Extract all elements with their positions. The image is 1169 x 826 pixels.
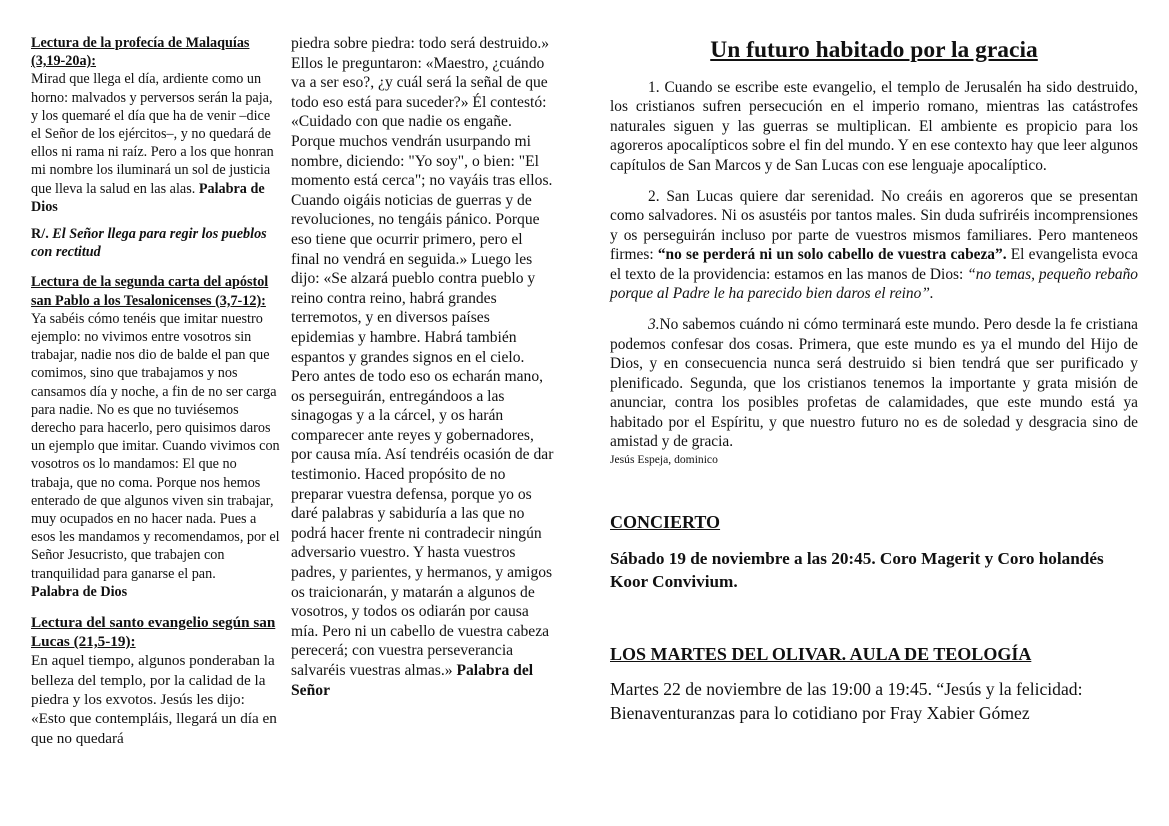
reading2-title: Lectura de la segunda carta del apóstol san Pablo a los Tesalonicenses (3,7-12): <box>31 274 269 309</box>
psalm-prefix: R/. <box>31 226 49 243</box>
reading1-text <box>31 70 280 216</box>
martes-heading: LOS MARTES DEL OLIVAR. AULA DE TEOLOGÍA <box>610 644 1032 665</box>
reflection-paragraph-2 <box>610 187 1138 303</box>
readings-column <box>31 34 280 748</box>
reading2-text: Ya sabéis cómo tenéis que imitar nuestro ejemplo: no vivimos entre vosotros sin trabajar, nadie nos dio de balde el pan que comimos, sino que trabajamos y nos cansamos día y noche, a fin de no ser carga para nadie. No es que no tuviésemos derecho para hacerlo, pero quisimos daros un ejemplo que imitar. Cuando vivimos con vosotros os lo mandamos: El que no trabaja, que no coma. Porque nos hemos enterado de que algunos viven sin trabajar, muy ocupados en no hacer nada. Pues a esos les mandamos y recomendamos, por el Señor Jesucristo, que trabajen con tranquilidad para ganarse el pan. <box>31 310 280 582</box>
gospel-end: Palabra del Señor <box>291 662 534 699</box>
reflection-paragraph-1: 1. Cuando se escribe este evangelio, el templo de Jerusalén ha sido destruido, los cristianos sufren persecución en el imperio romano, mientras las catástrofes naturales siguen y las guerras se multiplican. El ambiente es propicio para los agoreros apocalípticos sobre el fin del mundo. Y en ese contexto hay que leer algunos capítulos de San Marcos y de San Lucas con ese lenguaje apocalíptico. <box>610 79 1138 174</box>
concert-heading: CONCIERTO <box>610 512 721 533</box>
reading1-title: Lectura de la profecía de Malaquías (3,19-20a): <box>31 35 250 70</box>
page-title: Un futuro habitado por la gracia <box>710 37 1038 63</box>
gospel-text: En aquel tiempo, algunos ponderaban la belleza del templo, por la calidad de la piedra y los exvotos. Jesús les dijo: «Esto que contempláis, llegará un día en que no quedará <box>31 652 277 747</box>
psalm-response <box>31 225 280 261</box>
author-signature: Jesús Espeja, dominico <box>610 453 718 467</box>
p3-number: 3. <box>648 316 660 334</box>
gospel-cont-text: piedra sobre piedra: todo será destruido.» Ellos le preguntaron: «Maestro, ¿cuándo va a ser eso?, ¿y cuál será la señal de que todo eso está para suceder?» Él contestó: «Cuidado con que nadie os engañe. Porque muchos vendrán usurpando mi nombre, diciendo: "Yo soy", o bien: "El momento está cerca"; no vayáis tras ellos. Cuando oigáis noticias de guerras y de revoluciones, no tengáis pánico. Porque eso tiene que ocurrir primero, pero el final no vendrá en seguida.» Luego les dijo: «Se alzará pueblo contra pueblo y reino contra reino, habrá grandes terremotos, y en diversos países epidemias y hambre. Habrá también espantos y grandes signos en el cielo. Pero antes de todo eso os echarán mano, os perseguirán, entregándoos a las sinagogas y a la cárcel, y os harán comparecer ante reyes y gobernadores, por causa mía. Así tendréis ocasión de dar testimonio. Haced propósito de no preparar vuestra defensa, porque yo os daré palabras y sabiduría a las que no podrá hacer frente ni contradecir ningún adversario vuestro. Y hasta vuestros padres, y parientes, y hermanos, y amigos os traicionarán, y matarán a algunos de vosotros, y todos os odiarán por causa mía. Pero ni un cabello de vuestra cabeza perecerá; con vuestra perseverancia salvaréis vuestras almas.» <box>291 35 554 679</box>
gospel-title: Lectura del santo evangelio según san Lucas (21,5-19): <box>31 614 276 651</box>
psalm-text: El Señor llega para regir los pueblos con rectitud <box>31 226 267 261</box>
reading2-end: Palabra de Dios <box>31 583 128 600</box>
p3-text: No sabemos cuándo ni cómo terminará este mundo. Pero desde la fe cristiana podemos confesar dos cosas. Primera, que este mundo es ya el mundo del Hijo de Dios, y en consecuencia nunca será destruido si bien tendrá que ser purificado y plenificado. Segunda, que los cristianos tenemos la importante y grata misión de anunciar, contra los posibles profetas de calamidades, que este mundo está ya habitado por el Espíritu, y que nuestro futuro no es de soledad y desgracia sino de amistad y de gracia. <box>610 316 1138 450</box>
reading1-body: Mirad que llega el día, ardiente como un horno: malvados y perversos serán la paja, y los quemaré el día que ha de venir –dice el Señor de los ejércitos–, y no quedará de ellos ni rama ni raíz. Pero a los que honran mi nombre los iluminará un sol de justicia que lleva la salud en las alas. <box>31 71 274 197</box>
reflection-column <box>610 34 1138 725</box>
gospel-continuation-column <box>291 34 554 700</box>
reflection-paragraph-3 <box>610 315 1138 451</box>
gospel-continuation <box>291 34 554 700</box>
reading1-end: Palabra de Dios <box>31 180 265 215</box>
p2-italic-quote: “no temas, pequeño rebaño porque al Padre le ha parecido bien daros el reino”. <box>610 265 1138 303</box>
martes-details: Martes 22 de noviembre de las 19:00 a 19:45. “Jesús y la felicidad: Bienaventuranzas para lo cotidiano por Fray Xabier Gómez <box>610 679 1083 724</box>
concert-details: Sábado 19 de noviembre a las 20:45. Coro Magerit y Coro holandés Koor Convivium. <box>610 549 1104 592</box>
p2-text-b: El evangelista evoca el texto de la providencia: estamos en las manos de Dios: <box>610 246 1138 283</box>
p2-bold-quote: “no se perderá ni un solo cabello de vuestra cabeza”. <box>657 246 1007 264</box>
p2-text-a: 2. San Lucas quiere dar serenidad. No creáis en agoreros que se presentan como salvadores. Ni os asustéis por tantos males. Sin duda sufriréis incomprensiones y os perseguirán incluso por parte de vuestros mismos familiares. Pero manteneos firmes: <box>610 188 1138 264</box>
